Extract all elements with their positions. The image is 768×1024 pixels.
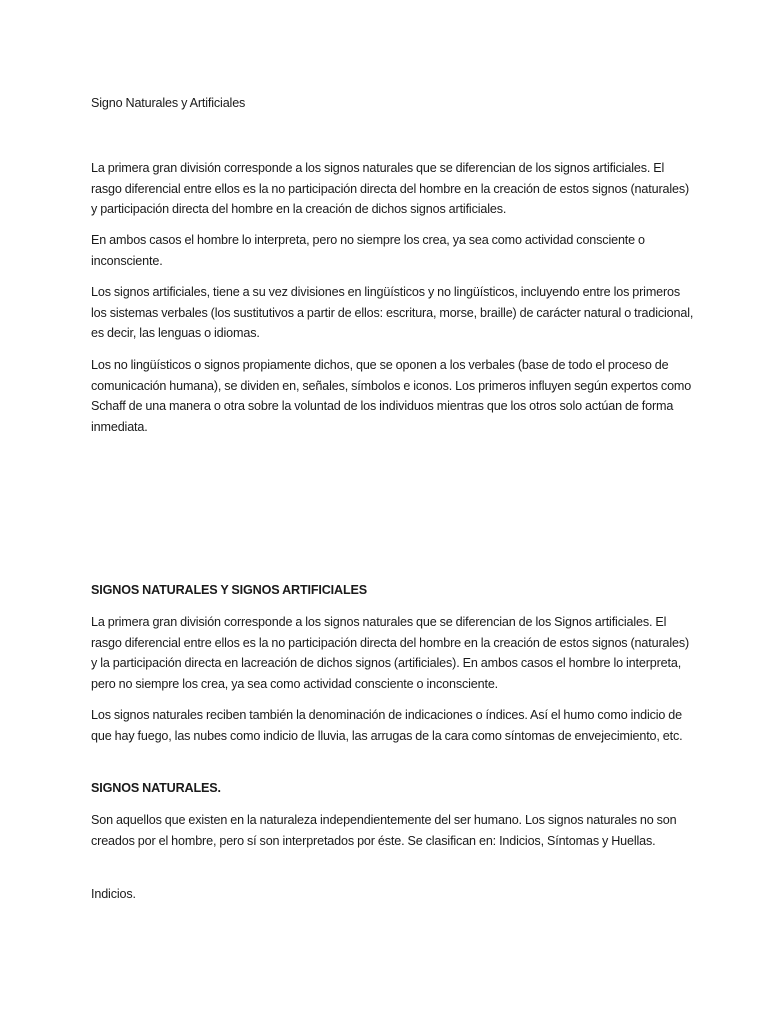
section-heading-signos-naturales-y-artificiales: SIGNOS NATURALES Y SIGNOS ARTIFICIALES	[91, 583, 368, 597]
paragraph-4: Los no lingüísticos o signos propiamente dichos, que se oponen a los verbales (base de todo el proceso de comunicación humana), se dividen en, señales, símbolos e iconos. Los primeros influyen según expertos como Schaff de una manera o otra sobre la voluntad de los individuos mientras que los otros solo actúan de forma inmediata.	[91, 358, 692, 434]
paragraph-7: Son aquellos que existen en la naturaleza independientemente del ser humano. Los signos naturales no son creados por el hombre, pero sí son interpretados por éste. Se clasifican en: Indicios, Síntomas y Huellas.	[91, 813, 677, 848]
document-title: Signo Naturales y Artificiales	[91, 96, 246, 110]
section-heading-indicios: Indicios.	[91, 887, 136, 901]
paragraph-3: Los signos artificiales, tiene a su vez divisiones en lingüísticos y no lingüísticos, incluyendo entre los primeros los sistemas verbales (los sustitutivos a partir de ellos: escritura, morse, braille) de carácter natural o tradicional, es decir, las lenguas o idiomas.	[91, 285, 694, 340]
paragraph-2: En ambos casos el hombre lo interpreta, pero no siempre los crea, ya sea como actividad consciente o inconsciente.	[91, 233, 645, 268]
section-heading-signos-naturales: SIGNOS NATURALES.	[91, 781, 221, 795]
paragraph-6: Los signos naturales reciben también la denominación de indicaciones o índices. Así el humo como indicio de que hay fuego, las nubes como indicio de lluvia, las arrugas de la cara como síntomas de envejecimiento, etc.	[91, 708, 683, 743]
paragraph-1: La primera gran división corresponde a los signos naturales que se diferencian de los signos artificiales. El rasgo diferencial entre ellos es la no participación directa del hombre en la creación de estos signos (naturales) y participación directa del hombre en la creación de dichos signos artificiales.	[91, 161, 690, 216]
paragraph-5: La primera gran división corresponde a los signos naturales que se diferencian de los Signos artificiales. El rasgo diferencial entre ellos es la no participación directa del hombre en la creación de estos signos (naturales) y la participación directa en lacreación de dichos signos (artificiales). En ambos casos el hombre lo interpreta, pero no siempre los crea, ya sea como actividad consciente o inconsciente.	[91, 615, 690, 691]
